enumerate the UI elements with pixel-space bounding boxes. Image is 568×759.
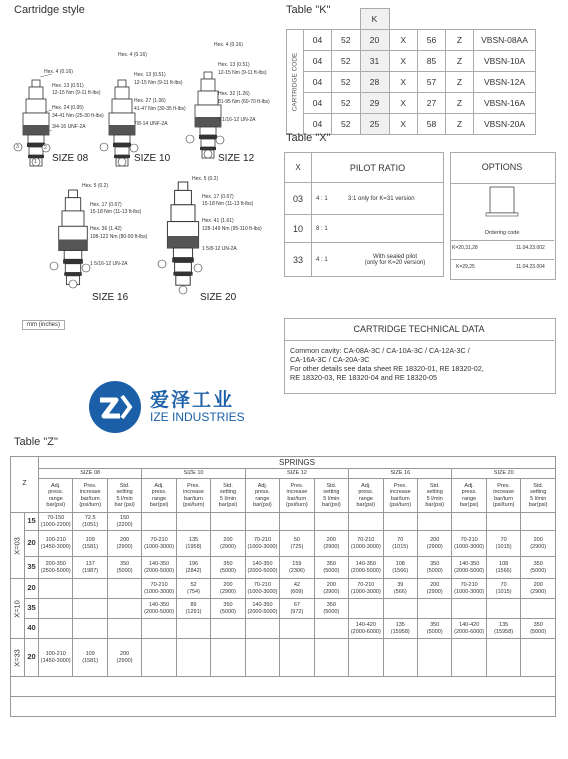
- table-cell: 70-210 (1000-3000): [142, 531, 176, 557]
- table-cell: 70-210 (1000-3000): [452, 531, 486, 557]
- size10-torque3: 41-47 Nm (30-35 ft-lbs): [134, 106, 186, 112]
- table-cell: [314, 619, 348, 639]
- options-title: OPTIONS: [481, 162, 523, 172]
- table-cell: [486, 639, 520, 677]
- table-cell: [211, 513, 245, 531]
- x-group-label: X=03: [11, 513, 25, 579]
- table-cell: 140-350 (2000-5000): [142, 599, 176, 619]
- table-row: [11, 599, 556, 619]
- table-k-title: Table "K": [286, 4, 331, 16]
- table-cell: 108 (1566): [486, 557, 520, 579]
- table-cell: [211, 639, 245, 677]
- table-cell: 70-210 (1000-3000): [349, 579, 383, 599]
- size10-thread: 7/8-14 UNF-2A: [134, 121, 168, 127]
- table-cell: 42 (609): [280, 579, 314, 599]
- table-row: 03 4 : 1 3:1 only for K=31 version: [285, 183, 444, 215]
- table-cell: 70-210 (1000-3000): [245, 579, 279, 599]
- table-cell: [107, 579, 141, 599]
- sub-header-cell: Adj. press. range bar(psi): [349, 479, 383, 513]
- table-cell: 200 (2900): [521, 579, 556, 599]
- z-header: Z: [11, 457, 39, 513]
- table-cell: [417, 639, 451, 677]
- table-row: CARTRIDGE CODE 04 52 20 X 56 Z VBSN-08AA: [287, 30, 536, 51]
- sub-header-cell: Pres. increase bar/turn (psi/turn): [176, 479, 210, 513]
- table-cell: [176, 639, 210, 677]
- sub-header-cell: Pres. increase bar/turn (psi/turn): [486, 479, 520, 513]
- table-cell: 70 (1015): [486, 531, 520, 557]
- size08-hex1: Hex. 4 (0.16): [44, 69, 73, 75]
- table-row: [11, 639, 556, 677]
- table-row: [11, 531, 556, 557]
- table-cell: [73, 619, 107, 639]
- table-cell: 140-350 (2000-5000): [245, 599, 279, 619]
- table-k: [286, 8, 536, 135]
- table-cell: 70-210 (1000-3000): [142, 579, 176, 599]
- table-cell: [245, 513, 279, 531]
- z-value: 40: [25, 619, 39, 639]
- size16-thread: 1 5/16-12 UN-2A: [90, 261, 128, 267]
- mm-inches-note: mm (inches): [22, 320, 65, 330]
- z-value: 20: [25, 639, 39, 677]
- table-row: 04 52 29 X 27 Z VBSN-16A: [287, 93, 536, 114]
- table-row: [11, 619, 556, 639]
- table-cell: [486, 599, 520, 619]
- sub-header-cell: Pres. increase bar/turn (psi/turn): [280, 479, 314, 513]
- sealed-cap-icon: [482, 186, 522, 220]
- table-cell: [176, 619, 210, 639]
- table-cell: 140-420 (2000-6000): [452, 619, 486, 639]
- sub-header-cell: Std. setting 5 l/min bar(psi): [211, 479, 245, 513]
- table-cell: 135 (15958): [383, 619, 417, 639]
- table-cell: 150 (2200): [107, 513, 141, 531]
- table-cell: [452, 599, 486, 619]
- table-cell: [521, 599, 556, 619]
- col-x-header: X: [285, 153, 312, 183]
- table-row: [11, 513, 556, 531]
- port-1-08: 1: [34, 159, 37, 165]
- ize-logo-icon: [86, 378, 144, 436]
- size12-hex3: Hex. 32 (1.26): [218, 91, 250, 97]
- size16-hex3: Hex. 36 (1.42): [90, 226, 122, 232]
- table-cell: [280, 513, 314, 531]
- table-cell: 200 (2900): [314, 579, 348, 599]
- table-cell: [280, 639, 314, 677]
- table-row: 04 52 25 X 58 Z VBSN-20A: [287, 114, 536, 135]
- table-cell: [245, 619, 279, 639]
- table-cell: 350 (5000): [314, 557, 348, 579]
- table-x-title: Table "X": [286, 132, 331, 144]
- size12-header: SIZE 12: [245, 469, 348, 479]
- option-k-1: K=20,31,28: [452, 245, 478, 251]
- table-cell: 350 (5000): [521, 557, 556, 579]
- table-cell: 70-210 (1000-3000): [349, 531, 383, 557]
- size08-header: SIZE 08: [39, 469, 142, 479]
- table-row: [11, 579, 556, 599]
- table-cell: 200 (2900): [521, 531, 556, 557]
- port-2-08: 2: [44, 145, 47, 151]
- sub-header-row: [11, 479, 556, 513]
- size16-hex2: Hex. 17 (0.67): [90, 202, 122, 208]
- table-z: [10, 456, 556, 717]
- option-code-1: 11.04.23.002: [516, 245, 545, 251]
- table-cell: 70-150 (1000-2200): [39, 513, 73, 531]
- table-cell: 135 (1958): [176, 531, 210, 557]
- table-cell: 200 (2900): [211, 531, 245, 557]
- table-cell: 159 (2306): [280, 557, 314, 579]
- sub-header-cell: Adj. press. range bar(psi): [39, 479, 73, 513]
- table-cell: 72.5 (1051): [73, 513, 107, 531]
- table-cell: 140-350 (2000-5000): [452, 557, 486, 579]
- table-cell: 140-350 (2000-5000): [142, 557, 176, 579]
- table-cell: [521, 639, 556, 677]
- table-row: 10 8 : 1: [285, 215, 444, 243]
- table-cell: [349, 599, 383, 619]
- size20-hex3: Hex. 41 (1.61): [202, 218, 234, 224]
- table-cell: 100-210 (1450-3000): [39, 639, 73, 677]
- sub-header-cell: Std. setting 5 l/min bar(psi): [521, 479, 556, 513]
- table-cell: 140-350 (2000-5000): [245, 557, 279, 579]
- table-z-title: Table "Z": [14, 436, 58, 448]
- table-cell: 89 (1291): [176, 599, 210, 619]
- sub-header-cell: Adj. press. range bar(psi): [245, 479, 279, 513]
- z-value: 35: [25, 557, 39, 579]
- size16-torque3: 108-122 Nm (80-90 ft-lbs): [90, 234, 148, 240]
- table-cell: 70-210 (1000-3000): [452, 579, 486, 599]
- size16-hex1: Hex. 5 (0.2): [82, 183, 109, 189]
- size10-label: SIZE 10: [134, 153, 171, 164]
- size20-torque2: 15-18 Nm (11-13 ft-lbs): [202, 201, 254, 207]
- cartridge-10-drawing: [109, 80, 135, 166]
- size08-hex3: Hex. 24 (0.95): [52, 105, 84, 111]
- table-cell: [280, 619, 314, 639]
- table-cell: [383, 639, 417, 677]
- table-cell: 350 (5000): [417, 557, 451, 579]
- table-cell: 350 (5000): [417, 619, 451, 639]
- table-row: [11, 557, 556, 579]
- sub-header-cell: Adj. press. range bar(psi): [142, 479, 176, 513]
- table-cell: [73, 579, 107, 599]
- table-cell: [39, 599, 73, 619]
- table-cell: [417, 513, 451, 531]
- table-cell: 108 (1566): [383, 557, 417, 579]
- table-cell: [349, 639, 383, 677]
- z-value: 20: [25, 579, 39, 599]
- size20-label: SIZE 20: [200, 292, 237, 303]
- size10-torque2: 12-15 Nm (9-11 ft-lbs): [134, 80, 183, 86]
- table-cell: 70 (1015): [486, 579, 520, 599]
- table-cell: 52 (754): [176, 579, 210, 599]
- table-row: 04 52 28 X 57 Z VBSN-12A: [287, 72, 536, 93]
- z-value: 15: [25, 513, 39, 531]
- cartridge-12-drawing: [195, 72, 221, 158]
- sub-header-cell: Pres. increase bar/turn (psi/turn): [73, 479, 107, 513]
- table-cell: 200 (2900): [314, 531, 348, 557]
- table-cell: 350 (5000): [107, 557, 141, 579]
- table-cell: 109 (1581): [73, 639, 107, 677]
- table-cell: [73, 599, 107, 619]
- table-cell: 39 (566): [383, 579, 417, 599]
- table-cell: 200-350 (2500-5000): [39, 557, 73, 579]
- size12-torque2: 12-15 Nm (9-11 ft-lbs): [218, 70, 267, 76]
- k-header: K: [360, 9, 389, 30]
- table-cell: 200 (2900): [417, 579, 451, 599]
- sub-header-cell: Adj. press. range bar(psi): [452, 479, 486, 513]
- table-x: [284, 152, 444, 277]
- table-cell: [521, 513, 556, 531]
- col-pilot-ratio-header: PILOT RATIO: [312, 153, 444, 183]
- table-cell: [107, 599, 141, 619]
- size08-label: SIZE 08: [52, 153, 89, 164]
- size20-torque3: 128-149 Nm (95-110 ft-lbs): [202, 226, 262, 232]
- size08-torque2: 12-15 Nm (9-11 ft-lbs): [52, 90, 101, 96]
- table-cell: 200 (2900): [417, 531, 451, 557]
- table-cell: [383, 513, 417, 531]
- x-group-label: X=33: [11, 639, 25, 677]
- table-cell: 350 (5000): [314, 599, 348, 619]
- table-cell: [39, 619, 73, 639]
- z-value: 35: [25, 599, 39, 619]
- table-cell: [486, 513, 520, 531]
- cartridge-08-drawing: [23, 80, 49, 166]
- table-cell: [211, 619, 245, 639]
- table-cell: 135 (15958): [486, 619, 520, 639]
- size10-hex2: Hex. 13 (0.51): [134, 72, 166, 78]
- table-cell: [349, 513, 383, 531]
- table-cell: 350 (5000): [521, 619, 556, 639]
- size16-label: SIZE 16: [92, 292, 129, 303]
- size10-hex1: Hex. 4 (0.16): [118, 52, 147, 58]
- table-cell: [176, 513, 210, 531]
- table-cell: [142, 639, 176, 677]
- size20-hex1: Hex. 5 (0.2): [192, 176, 219, 182]
- table-cell: 200 (2900): [107, 639, 141, 677]
- table-row: 33 4 : 1 With sealed pilot (only for K=20 version): [285, 243, 444, 277]
- size12-hex2: Hex. 13 (0.51): [218, 62, 250, 68]
- size20-header: SIZE 20: [452, 469, 556, 479]
- table-cell: 70 (1015): [383, 531, 417, 557]
- table-cell: 100-210 (1450-3000): [39, 531, 73, 557]
- table-cell: [452, 513, 486, 531]
- sub-header-cell: Pres. increase bar/turn (psi/turn): [383, 479, 417, 513]
- table-cell: [314, 639, 348, 677]
- size10-header: SIZE 10: [142, 469, 245, 479]
- z-value: 20: [25, 531, 39, 557]
- table-cell: 50 (725): [280, 531, 314, 557]
- table-cell: 200 (2900): [211, 579, 245, 599]
- cartridge-20-drawing: [167, 182, 198, 285]
- table-cell: 109 (1581): [73, 531, 107, 557]
- size20-thread: 1 5/8-12 UN-2A: [202, 246, 237, 252]
- table-cell: 67 (972): [280, 599, 314, 619]
- option-code-2: 11.04.23.004: [516, 264, 545, 270]
- table-cell: [245, 639, 279, 677]
- table-cell: [142, 619, 176, 639]
- logo-english-name: IZE INDUSTRIES: [150, 410, 245, 424]
- table-cell: 140-350 (2000-5000): [349, 557, 383, 579]
- size12-hex1: Hex. 4 (0.16): [214, 42, 243, 48]
- option-k-2: K=29,25: [456, 264, 475, 270]
- table-cell: 196 (2842): [176, 557, 210, 579]
- size16-header: SIZE 16: [349, 469, 452, 479]
- table-cell: [452, 639, 486, 677]
- table-row: 04 52 31 X 85 Z VBSN-10A: [287, 51, 536, 72]
- size12-torque3: 81-95 Nm (60-70 ft-lbs): [218, 99, 270, 105]
- size08-torque3: 34-41 Nm (25-30 ft-lbs): [52, 113, 104, 119]
- table-cell: 350 (5000): [211, 599, 245, 619]
- x-group-label: X=10: [11, 579, 25, 639]
- table-cell: 350 (5000): [211, 557, 245, 579]
- table-cell: 70-210 (1000-3000): [245, 531, 279, 557]
- size20-hex2: Hex. 17 (0.67): [202, 194, 234, 200]
- technical-data-title: CARTRIDGE TECHNICAL DATA: [284, 318, 554, 341]
- size12-label: SIZE 12: [218, 153, 255, 164]
- table-cell: [314, 513, 348, 531]
- table-cell: [107, 619, 141, 639]
- size08-thread: 3/4-16 UNF-2A: [52, 124, 86, 130]
- springs-header: SPRINGS: [39, 457, 556, 469]
- port-3-08: 3: [16, 144, 19, 150]
- size10-hex3: Hex. 27 (1.06): [134, 98, 166, 104]
- table-cell: [39, 579, 73, 599]
- table-cell: [417, 599, 451, 619]
- ordering-code-label: Ordering code: [484, 230, 520, 236]
- table-cell: [142, 513, 176, 531]
- size16-torque2: 15-18 Nm (11-13 ft-lbs): [90, 209, 142, 215]
- technical-data-text: Common cavity: CA-08A-3C / CA-10A-3C / CA-12A-3C / CA-16A-3C / CA-20A-3C For other details see data sheet RE 18320-01, RE 18320-02, RE 18320-03, RE 18320-04 and RE 18320-05: [290, 346, 484, 382]
- cartridge-title: Cartridge style: [14, 4, 85, 16]
- sub-header-cell: Std. setting 5 l/min bar(psi): [314, 479, 348, 513]
- table-cell: 200 (2900): [107, 531, 141, 557]
- table-cell: [383, 599, 417, 619]
- table-cell: 140-420 (2000-6000): [349, 619, 383, 639]
- size08-hex2: Hex. 13 (0.51): [52, 83, 84, 89]
- table-cell: 137 (1987): [73, 557, 107, 579]
- sub-header-cell: Std. setting 5 l/min bar(psi): [417, 479, 451, 513]
- logo-chinese-name: 爱泽工业: [150, 390, 235, 411]
- sub-header-cell: Std. setting 5 l/min bar (psi): [107, 479, 141, 513]
- cartridge-code-label: CARTRIDGE CODE: [287, 30, 304, 135]
- size12-thread: 1 1/16-12 UN-2A: [218, 117, 256, 123]
